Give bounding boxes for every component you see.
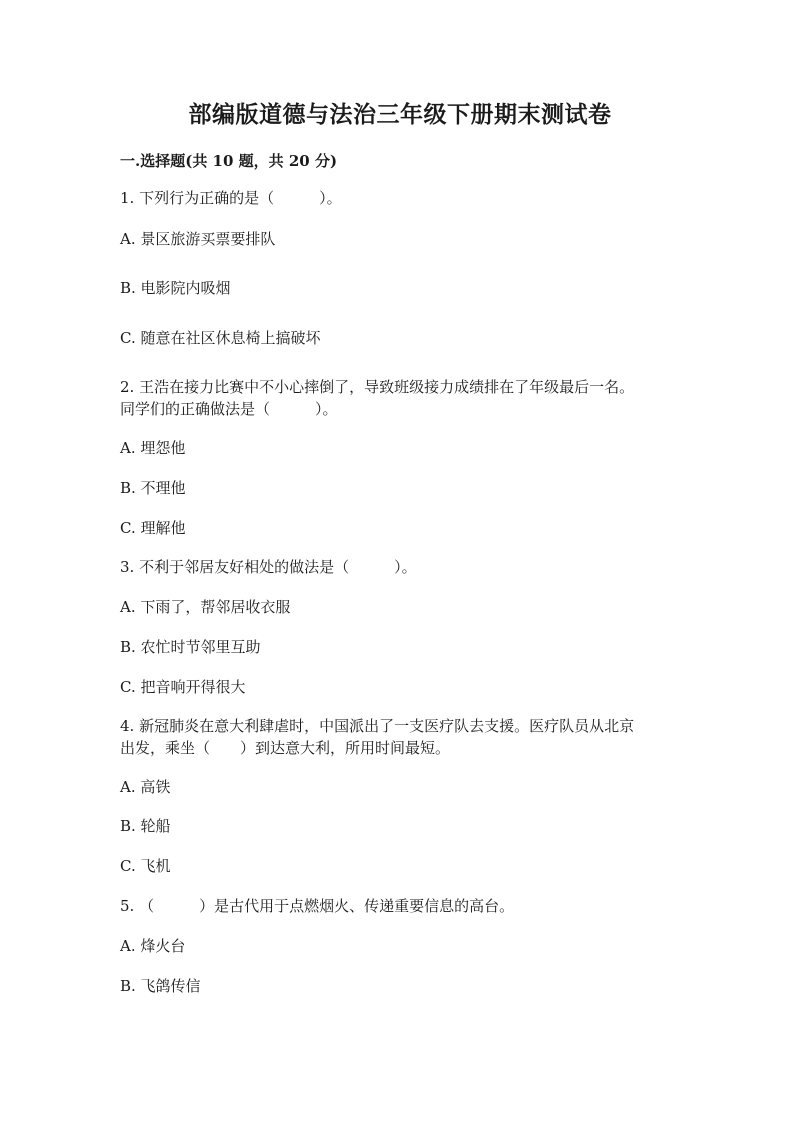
question-5-option-b: B. 飞鸽传信 (120, 977, 201, 995)
question-1-option-b: B. 电影院内吸烟 (120, 279, 231, 297)
question-5-stem: 5. （ ）是古代用于点燃烟火、传递重要信息的高台。 (120, 897, 515, 915)
question-2-option-b: B. 不理他 (120, 479, 186, 497)
question-2-stem-line-2: 同学们的正确做法是（ ）。 (120, 400, 338, 418)
question-4-stem-line-1: 4. 新冠肺炎在意大利肆虐时，中国派出了一支医疗队去支援。医疗队员从北京 (120, 717, 635, 735)
question-3-option-a: A. 下雨了，帮邻居收衣服 (120, 598, 291, 616)
question-3-option-c: C. 把音响开得很大 (120, 678, 246, 696)
question-2-option-c: C. 理解他 (120, 519, 186, 537)
question-4-option-a: A. 高铁 (120, 778, 171, 796)
question-1-option-a: A. 景区旅游买票要排队 (120, 230, 276, 248)
page-title: 部编版道德与法治三年级下册期末测试卷 (188, 101, 612, 128)
question-1-stem: 1. 下列行为正确的是（ ）。 (120, 189, 342, 207)
question-4-stem-line-2: 出发，乘坐（ ）到达意大利，所用时间最短。 (120, 739, 451, 757)
question-4-option-b: B. 轮船 (120, 817, 171, 835)
question-3-stem: 3. 不利于邻居友好相处的做法是（ ）。 (120, 558, 417, 576)
question-2-stem-line-1: 2. 王浩在接力比赛中不小心摔倒了，导致班级接力成绩排在了年级最后一名。 (120, 378, 635, 396)
question-3-option-b: B. 农忙时节邻里互助 (120, 638, 261, 656)
question-4-option-c: C. 飞机 (120, 857, 171, 875)
question-2-option-a: A. 埋怨他 (120, 439, 186, 457)
section-heading: 一.选择题(共 10 题，共 20 分) (120, 152, 338, 170)
question-5-option-a: A. 烽火台 (120, 937, 186, 955)
question-1-option-c: C. 随意在社区休息椅上搞破坏 (120, 329, 321, 347)
